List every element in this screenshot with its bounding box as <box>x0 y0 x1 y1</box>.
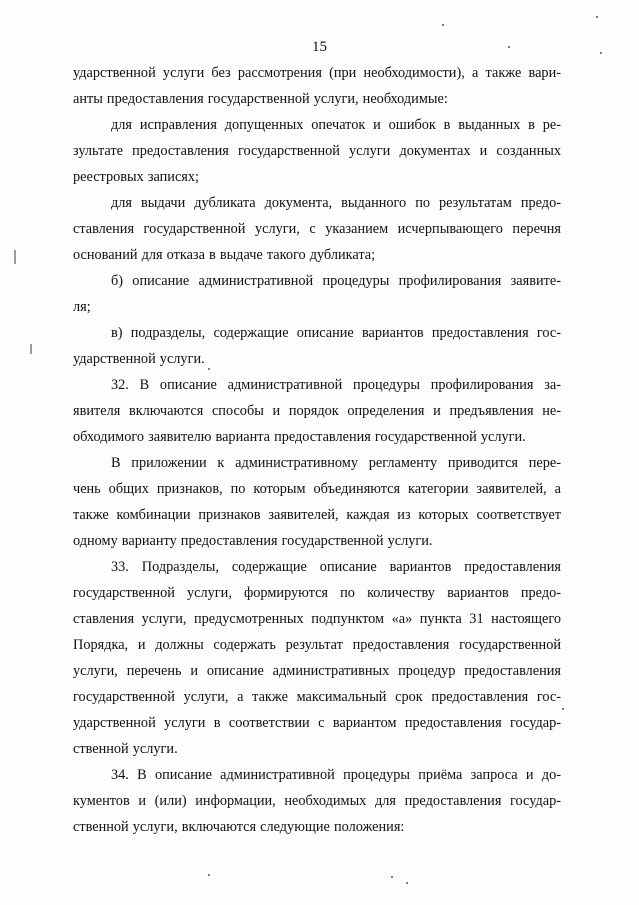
text-line: для исправления допущенных опечаток и ошибок в выданных в ре- <box>111 117 561 133</box>
text-line: также комбинации признаков заявителей, каждая из которых соответствует <box>73 507 561 523</box>
scan-edge-mark <box>30 344 32 354</box>
scan-speck <box>562 708 564 710</box>
text-line: ставления услуги, предусмотренных подпунктом «а» пункта 31 настоящего <box>73 611 561 627</box>
scan-speck <box>600 52 602 54</box>
text-line: государственной услуги, формируются по количеству вариантов предо- <box>73 585 561 601</box>
scan-speck <box>208 368 210 370</box>
text-line: чень общих признаков, по которым объединяются категории заявителей, а <box>73 481 561 497</box>
text-line: оснований для отказа в выдаче такого дубликата; <box>73 247 376 263</box>
scan-speck <box>391 876 393 878</box>
text-line: услуги, перечень и описание административных процедур предоставления <box>73 663 561 679</box>
scan-speck <box>406 882 408 884</box>
text-line: для выдачи дубликата документа, выданного по результатам предо- <box>111 195 561 211</box>
body-text <box>73 60 561 840</box>
text-line: государственной услуги, а также максимальный срок предоставления гос- <box>73 689 561 705</box>
text-line: ственной услуги, включаются следующие положения: <box>73 819 405 835</box>
scan-edge-mark <box>14 250 16 264</box>
text-line: ля; <box>73 299 91 315</box>
text-line: ударственной услуги. <box>73 351 205 367</box>
text-line: анты предоставления государственной услуги, необходимые: <box>73 91 448 107</box>
text-line: Порядка, и должны содержать результат предоставления государственной <box>73 637 561 653</box>
page-number: 15 <box>312 39 327 55</box>
text-line: явителя включаются способы и порядок определения и предъявления не- <box>73 403 561 419</box>
text-line: обходимого заявителю варианта предоставления государственной услуги. <box>73 429 526 445</box>
text-line: 32. В описание административной процедуры профилирования за- <box>111 377 561 393</box>
text-line: ственной услуги. <box>73 741 178 757</box>
scan-speck <box>208 874 210 876</box>
text-line: кументов и (или) информации, необходимых для предоставления государ- <box>73 793 561 809</box>
text-line: 34. В описание административной процедуры приёма запроса и до- <box>111 767 561 783</box>
text-line: ударственной услуги в соответствии с вариантом предоставления государ- <box>73 715 561 731</box>
text-line: ставления государственной услуги, с указанием исчерпывающего перечня <box>73 221 561 237</box>
text-line: одному варианту предоставления государственной услуги. <box>73 533 433 549</box>
text-line: б) описание административной процедуры профилирования заявите- <box>111 273 561 289</box>
scan-speck <box>596 16 598 18</box>
text-line: В приложении к административному регламенту приводится пере- <box>111 455 561 471</box>
text-line: в) подразделы, содержащие описание вариантов предоставления гос- <box>111 325 561 341</box>
text-line: ударственной услуги без рассмотрения (при необходимости), а также вари- <box>73 65 561 81</box>
text-line: зультате предоставления государственной услуги документах и созданных <box>73 143 561 159</box>
scan-speck <box>442 24 444 26</box>
text-line: реестровых записях; <box>73 169 199 185</box>
text-line: 33. Подразделы, содержащие описание вариантов предоставления <box>111 559 561 575</box>
scan-speck <box>508 46 510 48</box>
